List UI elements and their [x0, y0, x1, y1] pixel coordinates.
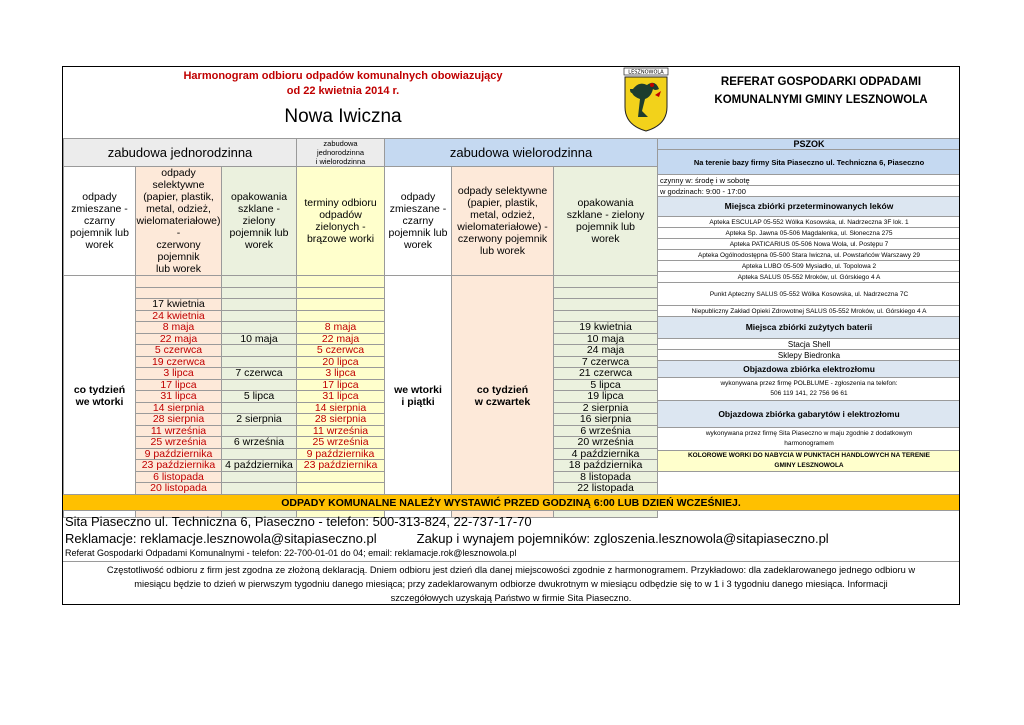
- table-row: [64, 333, 658, 345]
- date-green: 9 października: [297, 448, 385, 460]
- col-header-line: odpady: [82, 191, 117, 203]
- date-glass-multi: 5 lipca: [554, 379, 658, 391]
- date-green: [297, 299, 385, 311]
- date-green: 20 lipca: [297, 356, 385, 368]
- referat-contact: Referat Gospodarki Odpadami Komunalnymi - telefon: 22-700-01-01 do 04; email: reklamacje.rok@lesznowola.pl: [65, 548, 517, 558]
- date-glass-multi: 16 sierpnia: [554, 414, 658, 426]
- col-header-line: worek: [591, 233, 620, 245]
- town-name: Nowa Iwiczna: [284, 106, 402, 127]
- col-header-line: zielony: [242, 215, 276, 227]
- frequency-line: we wtorki: [394, 384, 442, 397]
- frequency-line: we wtorki: [75, 396, 124, 409]
- freq-multi-selective: [452, 276, 554, 518]
- col-header-line: zielonych -: [315, 221, 366, 233]
- table-row: [64, 414, 658, 426]
- pszok-row: [658, 428, 961, 451]
- pszok-row: [658, 306, 961, 317]
- pszok-row: [658, 451, 961, 472]
- frequency-line: i piątki: [401, 396, 435, 409]
- table-row: [64, 460, 658, 472]
- date-glass-multi: 22 listopada: [554, 483, 658, 495]
- pszok-row: [658, 186, 961, 197]
- date-glass: [222, 322, 297, 334]
- col-header-line: wielomateriałowe) -: [136, 215, 221, 239]
- date-glass: 10 maja: [222, 333, 297, 345]
- date-selective: [136, 276, 222, 288]
- date-glass: [222, 448, 297, 460]
- date-green: [297, 483, 385, 495]
- pszok-line: GMINY LESZNOWOLA: [774, 462, 844, 469]
- pszok-row: [658, 228, 961, 239]
- pszok-row: [658, 361, 961, 378]
- col-header-line: zmieszane -: [71, 203, 128, 215]
- frequency-note: Częstotliwość odbioru z firm jest zgodna ze złożoną deklaracją. Dniem odbioru jest dzień dla danej miejscowości zgodnie z harmonogramem. Przykładowo: dla zadeklarowanego jednego odbioru w miesiącu będzie to dzień w pierwszym tygodniu danego miesiąca; przy zadeklarowanym odbiorze dwukrotnym w miesiącu odbędzie się to w 1 i 3 tygodniu danego miesiąca. Informacji szczegółowych uzyskają Państwo w firmie Sita Piaseczno.: [63, 561, 959, 605]
- date-glass: 4 października: [222, 460, 297, 472]
- pszok-line: wykonywana przez firmę POLBLUME - zgłoszenia na telefon:: [720, 380, 898, 387]
- date-glass: [222, 471, 297, 483]
- col-header-line: czerwony pojemnik: [156, 239, 201, 263]
- table-row: [64, 402, 658, 414]
- frequency-line: co tydzień: [476, 384, 529, 397]
- date-green: 3 lipca: [297, 368, 385, 380]
- date-glass-multi: 18 października: [554, 460, 658, 472]
- pszok-panel: [657, 138, 960, 472]
- date-glass: [222, 483, 297, 495]
- date-glass: [222, 425, 297, 437]
- col-mixed-waste-multi: [385, 167, 452, 276]
- section-mixed: zabudowa jednorodzinna i wielorodzinna: [297, 139, 385, 167]
- date-selective: 3 lipca: [136, 368, 222, 380]
- col-green-waste: [297, 167, 385, 276]
- col-header-line: (papier, plastik,: [467, 197, 538, 209]
- date-selective: 28 sierpnia: [136, 414, 222, 426]
- table-row: [64, 356, 658, 368]
- date-selective: 25 września: [136, 437, 222, 449]
- pszok-row: [658, 401, 961, 428]
- date-glass-multi: 2 sierpnia: [554, 402, 658, 414]
- table-row: [64, 379, 658, 391]
- pszok-row: [658, 317, 961, 339]
- table-row: [64, 437, 658, 449]
- pszok-row: [658, 339, 961, 350]
- date-glass: [222, 345, 297, 357]
- col-header-line: zmieszane -: [389, 203, 447, 215]
- bulky-title: Objazdowa zbiórka gabarytów i elektrozłomu: [658, 401, 961, 428]
- date-green: 8 maja: [297, 322, 385, 334]
- date-glass-multi: 6 września: [554, 425, 658, 437]
- bulky-info: [658, 428, 961, 451]
- collection-notice: ODPADY KOMUNALNE NALEŻY WYSTAWIĆ PRZED GODZINĄ 6:00 LUB DZIEŃ WCZEŚNIEJ.: [63, 494, 959, 511]
- table-row: [64, 310, 658, 322]
- col-header-line: lub worek: [156, 263, 201, 275]
- date-glass-multi: 7 czerwca: [554, 356, 658, 368]
- date-selective: 5 czerwca: [136, 345, 222, 357]
- table-row: [64, 276, 658, 288]
- table-row: [64, 299, 658, 311]
- pszok-row: [658, 350, 961, 361]
- date-green: [297, 310, 385, 322]
- date-green: [297, 287, 385, 299]
- schedule-title: Harmonogram odbioru odpadów komunalnych obowiazujący od 22 kwietnia 2014 r.: [183, 70, 503, 97]
- table-row: [64, 471, 658, 483]
- col-header-line: opakowania: [577, 197, 634, 209]
- date-selective: [136, 287, 222, 299]
- col-header-line: pojemnik lub: [388, 227, 448, 239]
- meds-location: Apteka Ogólnodostępna 05-500 Stara Iwiczna, ul. Powstańców Warszawy 29: [658, 250, 961, 261]
- colored-bags-info: [658, 451, 961, 472]
- table-row: [64, 287, 658, 299]
- date-glass: 6 września: [222, 437, 297, 449]
- schedule-sheet: [62, 66, 960, 605]
- date-selective: 23 października: [136, 460, 222, 472]
- col-header-line: pojemnik lub: [229, 227, 289, 239]
- table-row: [64, 483, 658, 495]
- pszok-address: Na terenie bazy firmy Sita Piaseczno ul. Techniczna 6, Piaseczno: [658, 150, 961, 175]
- date-glass-multi: 19 kwietnia: [554, 322, 658, 334]
- date-glass: [222, 402, 297, 414]
- col-mixed-waste: [64, 167, 136, 276]
- pszok-row: [658, 283, 961, 306]
- company-contact: Sita Piaseczno ul. Techniczna 6, Piaseczno - telefon: 500-313-824, 22-737-17-70: [65, 514, 532, 529]
- date-glass: 2 sierpnia: [222, 414, 297, 426]
- col-header-line: czarny: [402, 215, 434, 227]
- col-header-line: czarny: [84, 215, 115, 227]
- department-name: REFERAT GOSPODARKI ODPADAMI KOMUNALNYMI GMINY LESZNOWOLA: [714, 76, 928, 106]
- date-selective: 19 czerwca: [136, 356, 222, 368]
- col-header-line: brązowe worki: [306, 233, 375, 245]
- date-glass-multi: 10 maja: [554, 333, 658, 345]
- pszok-row: [658, 217, 961, 228]
- table-row: [64, 322, 658, 334]
- meds-location: Punkt Apteczny SALUS 05-552 Wólka Kosowska, ul. Nadrzeczna 7C: [658, 283, 961, 306]
- pszok-hours: czynny w: środę i w sobotę: [658, 175, 961, 186]
- section-multi-family: zabudowa wielorodzinna: [385, 139, 658, 167]
- col-header-line: wielomateriałowe) -: [457, 221, 548, 233]
- col-header-line: (papier, plastik,: [143, 191, 214, 203]
- date-glass-multi: 4 października: [554, 448, 658, 460]
- pszok-row: [658, 272, 961, 283]
- date-green: 14 sierpnia: [297, 402, 385, 414]
- meds-location: Apteka ESCULAP 05-552 Wólka Kosowska, ul. Nadrzeczna 3F lok. 1: [658, 217, 961, 228]
- contact-emails: [65, 529, 829, 548]
- col-header-line: pojemnik lub: [70, 227, 129, 239]
- pszok-row: [658, 150, 961, 175]
- svg-text:LESZNOWOLA: LESZNOWOLA: [628, 69, 664, 76]
- date-selective: 17 kwietnia: [136, 299, 222, 311]
- pszok-title: PSZOK: [658, 139, 961, 150]
- pszok-line: KOLOROWE WORKI DO NABYCIA W PUNKTACH HANDLOWYCH NA TERENIE: [687, 452, 931, 459]
- pszok-row: [658, 378, 961, 401]
- col-header-line: lub worek: [480, 245, 525, 257]
- col-glass: [222, 167, 297, 276]
- date-selective: 20 listopada: [136, 483, 222, 495]
- col-selective-multi: [452, 167, 554, 276]
- date-glass: [222, 276, 297, 288]
- meds-location: Apteka LUBO 05-509 Mysiadło, ul. Topolowa 2: [658, 261, 961, 272]
- date-selective: 14 sierpnia: [136, 402, 222, 414]
- schedule-table: [63, 138, 658, 518]
- col-header-line: odpady selektywne: [152, 167, 205, 191]
- date-glass: [222, 356, 297, 368]
- meds-location: Apteka Sp. Jawna 05-506 Magdalenka, ul. Słoneczna 275: [658, 228, 961, 239]
- date-glass: [222, 299, 297, 311]
- date-glass-multi: [554, 310, 658, 322]
- table-row: [64, 391, 658, 403]
- meds-title: Miejsca zbiórki przeterminowanych leków: [658, 197, 961, 217]
- batteries-title: Miejsca zbiórki zużytych baterii: [658, 317, 961, 339]
- date-green: 28 sierpnia: [297, 414, 385, 426]
- crest-logo: [619, 67, 673, 133]
- date-green: 31 lipca: [297, 391, 385, 403]
- meds-location: Apteka SALUS 05-552 Mroków, ul. Górskiego 4 A: [658, 272, 961, 283]
- date-glass: [222, 310, 297, 322]
- date-glass: 7 czerwca: [222, 368, 297, 380]
- date-glass-multi: [554, 287, 658, 299]
- pszok-row: [658, 197, 961, 217]
- table-row: [64, 345, 658, 357]
- batteries-location: Sklepy Biedronka: [658, 350, 961, 361]
- orders-email[interactable]: Zakup i wynajem pojemników: zgloszenia.lesznowola@sitapiaseczno.pl: [416, 531, 829, 546]
- date-green: 11 września: [297, 425, 385, 437]
- col-header-line: odpady: [400, 191, 436, 203]
- frequency-line: w czwartek: [474, 396, 531, 409]
- pszok-row: [658, 239, 961, 250]
- col-header-line: czerwony pojemnik: [457, 233, 548, 245]
- date-green: [297, 471, 385, 483]
- meds-location: Niepubliczny Zakład Opieki Zdrowotnej SALUS 05-552 Mroków, ul. Górskiego 4 A: [658, 306, 961, 317]
- pszok-row: [658, 139, 961, 150]
- date-selective: 22 maja: [136, 333, 222, 345]
- date-selective: 6 listopada: [136, 471, 222, 483]
- date-green: [297, 276, 385, 288]
- table-row: [64, 368, 658, 380]
- col-header-line: szklane - zielony: [566, 209, 645, 221]
- complaints-email[interactable]: Reklamacje: reklamacje.lesznowola@sitapiaseczno.pl: [65, 531, 377, 546]
- date-selective: 17 lipca: [136, 379, 222, 391]
- electro-title: Objazdowa zbiórka elektrozłomu: [658, 361, 961, 378]
- pszok-row: [658, 261, 961, 272]
- col-header-line: odpadów: [319, 209, 362, 221]
- freq-single-mixed: [64, 276, 136, 518]
- pszok-hours: w godzinach: 9:00 - 17:00: [658, 186, 961, 197]
- date-glass-multi: 20 września: [554, 437, 658, 449]
- date-green: 17 lipca: [297, 379, 385, 391]
- date-glass: [222, 379, 297, 391]
- date-selective: 8 maja: [136, 322, 222, 334]
- meds-location: Apteka PATICARIUS 05-506 Nowa Wola, ul. Postępu 7: [658, 239, 961, 250]
- date-glass-multi: [554, 276, 658, 288]
- col-header-line: opakowania: [230, 191, 288, 203]
- date-green: 22 maja: [297, 333, 385, 345]
- col-header-line: odpady selektywne: [457, 185, 548, 197]
- col-header-line: worek: [245, 239, 274, 251]
- pszok-line: harmonogramem: [784, 440, 834, 447]
- section-single-family: zabudowa jednorodzinna: [64, 139, 297, 167]
- date-glass-multi: 24 maja: [554, 345, 658, 357]
- date-glass-multi: [554, 299, 658, 311]
- date-selective: 31 lipca: [136, 391, 222, 403]
- col-selective: [136, 167, 222, 276]
- col-header-line: terminy odbioru: [304, 197, 377, 209]
- date-green: 23 października: [297, 460, 385, 472]
- date-glass-multi: 8 listopada: [554, 471, 658, 483]
- table-row: [64, 425, 658, 437]
- pszok-line: wykonywana przez firmę Sita Piaseczno w maju zgodnie z dodatkowym: [705, 430, 913, 437]
- date-green: 25 września: [297, 437, 385, 449]
- col-header-line: metal, odzież,: [146, 203, 211, 215]
- pszok-line: 506 119 141, 22 756 96 61: [770, 390, 848, 397]
- date-glass-multi: 21 czerwca: [554, 368, 658, 380]
- date-selective: 9 października: [136, 448, 222, 460]
- col-header-line: szklane -: [238, 203, 281, 215]
- date-green: 5 czerwca: [297, 345, 385, 357]
- col-glass-multi: [554, 167, 658, 276]
- freq-multi-mixed: [385, 276, 452, 518]
- pszok-row: [658, 250, 961, 261]
- col-header-line: worek: [404, 239, 433, 251]
- date-selective: 11 września: [136, 425, 222, 437]
- date-glass-multi: 19 lipca: [554, 391, 658, 403]
- col-header-line: worek: [85, 239, 114, 251]
- date-selective: 24 kwietnia: [136, 310, 222, 322]
- frequency-line: co tydzień: [73, 384, 126, 397]
- col-header-line: pojemnik lub: [576, 221, 635, 233]
- date-glass: [222, 287, 297, 299]
- batteries-location: Stacja Shell: [658, 339, 961, 350]
- pszok-row: [658, 175, 961, 186]
- date-glass: 5 lipca: [222, 391, 297, 403]
- col-header-line: metal, odzież,: [470, 209, 535, 221]
- electro-info: [658, 378, 961, 401]
- table-row: [64, 448, 658, 460]
